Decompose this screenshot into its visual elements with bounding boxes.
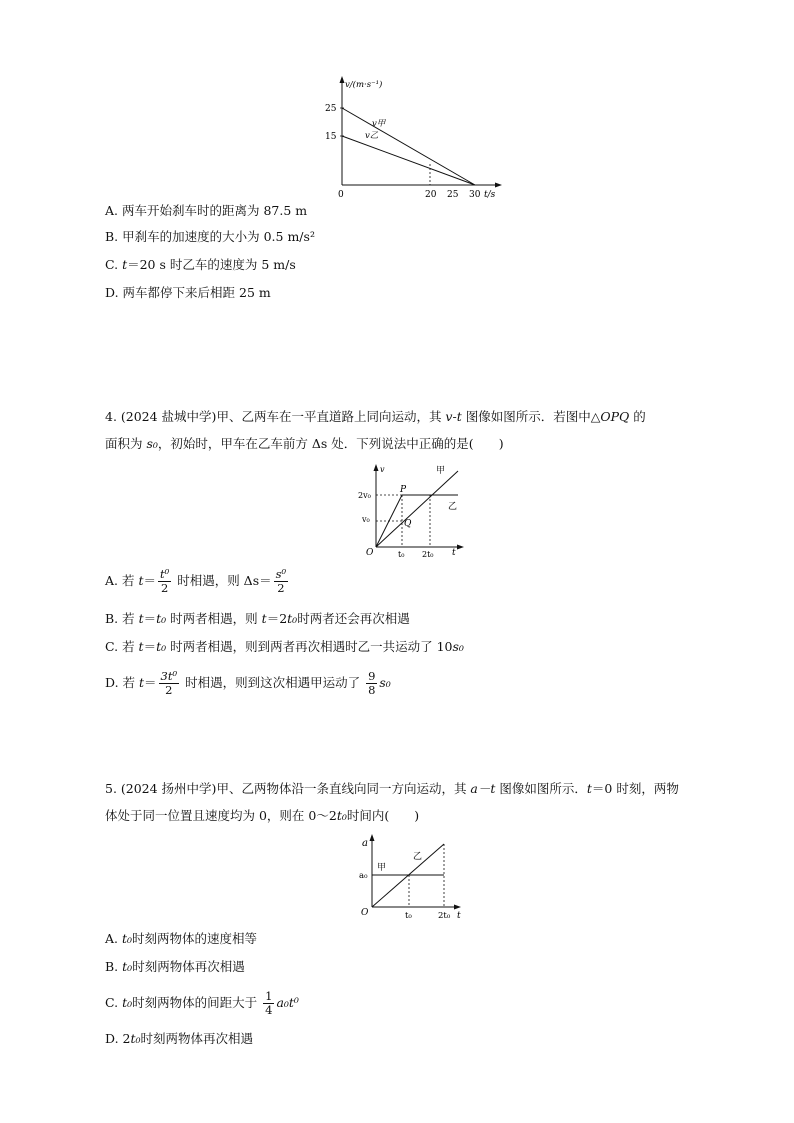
q5-option-d: D. 2t₀时刻两物体再次相遇 (105, 1031, 254, 1046)
label-v-jia: v甲 (372, 119, 386, 129)
point-q: Q (404, 519, 412, 529)
x-axis-label: t/s (484, 190, 496, 200)
q3-option-a: A. 两车开始刹车时的距离为 87.5 m (105, 203, 308, 218)
x-tick-0: 0 (338, 190, 344, 200)
y-axis-label: a (362, 838, 368, 849)
graph-q5-at (355, 832, 475, 922)
x-tick-20: 20 (425, 190, 437, 200)
label-v-yi: v乙 (365, 131, 379, 141)
x-axis-label: t (457, 911, 461, 921)
y-axis-label: v/(m·s⁻¹) (345, 80, 383, 90)
y-tick-25: 25 (325, 104, 337, 114)
y-tick-2v0: 2v₀ (358, 491, 371, 500)
q3-option-d: D. 两车都停下来后相距 25 m (105, 285, 271, 300)
graph-braking-vt (320, 72, 510, 200)
origin-label: O (366, 548, 374, 558)
y-tick-v0: v₀ (362, 515, 370, 524)
x-tick-25: 25 (447, 190, 459, 200)
q5-option-b: B. t₀时刻两物体再次相遇 (105, 959, 245, 974)
label-jia: 甲 (377, 863, 387, 873)
q4-stem-line2: 面积为 s₀，初始时，甲车在乙车前方 Δs 处．下列说法中正确的是( ) (105, 436, 504, 451)
q3-option-b: B. 甲刹车的加速度的大小为 0.5 m/s² (105, 229, 315, 244)
label-yi: 乙 (448, 502, 458, 512)
x-tick-t0: t₀ (405, 911, 412, 921)
q4-option-b: B. 若 t＝t₀ 时两者相遇，则 t＝2t₀时两者还会再次相遇 (105, 611, 410, 626)
q5-option-a: A. t₀时刻两物体的速度相等 (105, 931, 258, 946)
q4-stem-line1: 4. (2024 盐城中学)甲、乙两车在一平直道路上同向运动，其 v-t 图像如图所示．若图中△OPQ 的 (105, 409, 646, 424)
y-axis-label: v (380, 465, 385, 474)
line-v-yi (342, 136, 475, 185)
y-axis-arrow (340, 76, 345, 83)
origin-label: O (361, 908, 369, 918)
y-tick-a0: a₀ (359, 871, 368, 881)
q4-option-d: D. 若 t＝ $\frac{\text{3t⁰}}{2}$ 时相遇，则到这次相遇甲运动了 $\frac{9}{8}$ s₀ (105, 669, 391, 697)
line-jia (376, 471, 458, 547)
line-v-jia (342, 108, 475, 185)
x-tick-30: 30 (469, 190, 481, 200)
label-jia: 甲 (436, 466, 446, 476)
q5-option-c: C. t₀时刻两物体的间距大于 $\frac{1}{4}$ a₀t⁰ (105, 989, 299, 1017)
y-tick-15: 15 (325, 132, 337, 142)
label-yi: 乙 (413, 852, 423, 862)
x-axis-label: t (452, 548, 456, 558)
q3-option-c: C. t＝20 s 时乙车的速度为 5 m/s (105, 257, 296, 272)
x-axis-arrow (495, 183, 502, 188)
x-tick-2t0: 2t₀ (438, 911, 451, 921)
q5-stem-line1: 5. (2024 扬州中学)甲、乙两物体沿一条直线向同一方向运动，其 a－t 图像如图所示．t＝0 时刻，两物 (105, 781, 679, 796)
x-tick-2t0: 2t₀ (422, 550, 434, 559)
q5-stem-line2: 体处于同一位置且速度均为 0，则在 0～2t₀时间内( ) (105, 808, 420, 823)
x-tick-t0: t₀ (398, 550, 405, 559)
graph-q4-vt (358, 462, 473, 558)
q4-option-a: A. 若 t＝ $\frac{\text{t⁰}}{2}$ 时相遇，则 Δs＝ $\frac{\text{s⁰}}{2}$ (105, 567, 287, 595)
q4-option-c: C. 若 t＝t₀ 时两者相遇，则到两者再次相遇时乙一共运动了 10s₀ (105, 639, 464, 654)
point-p: P (400, 485, 407, 495)
